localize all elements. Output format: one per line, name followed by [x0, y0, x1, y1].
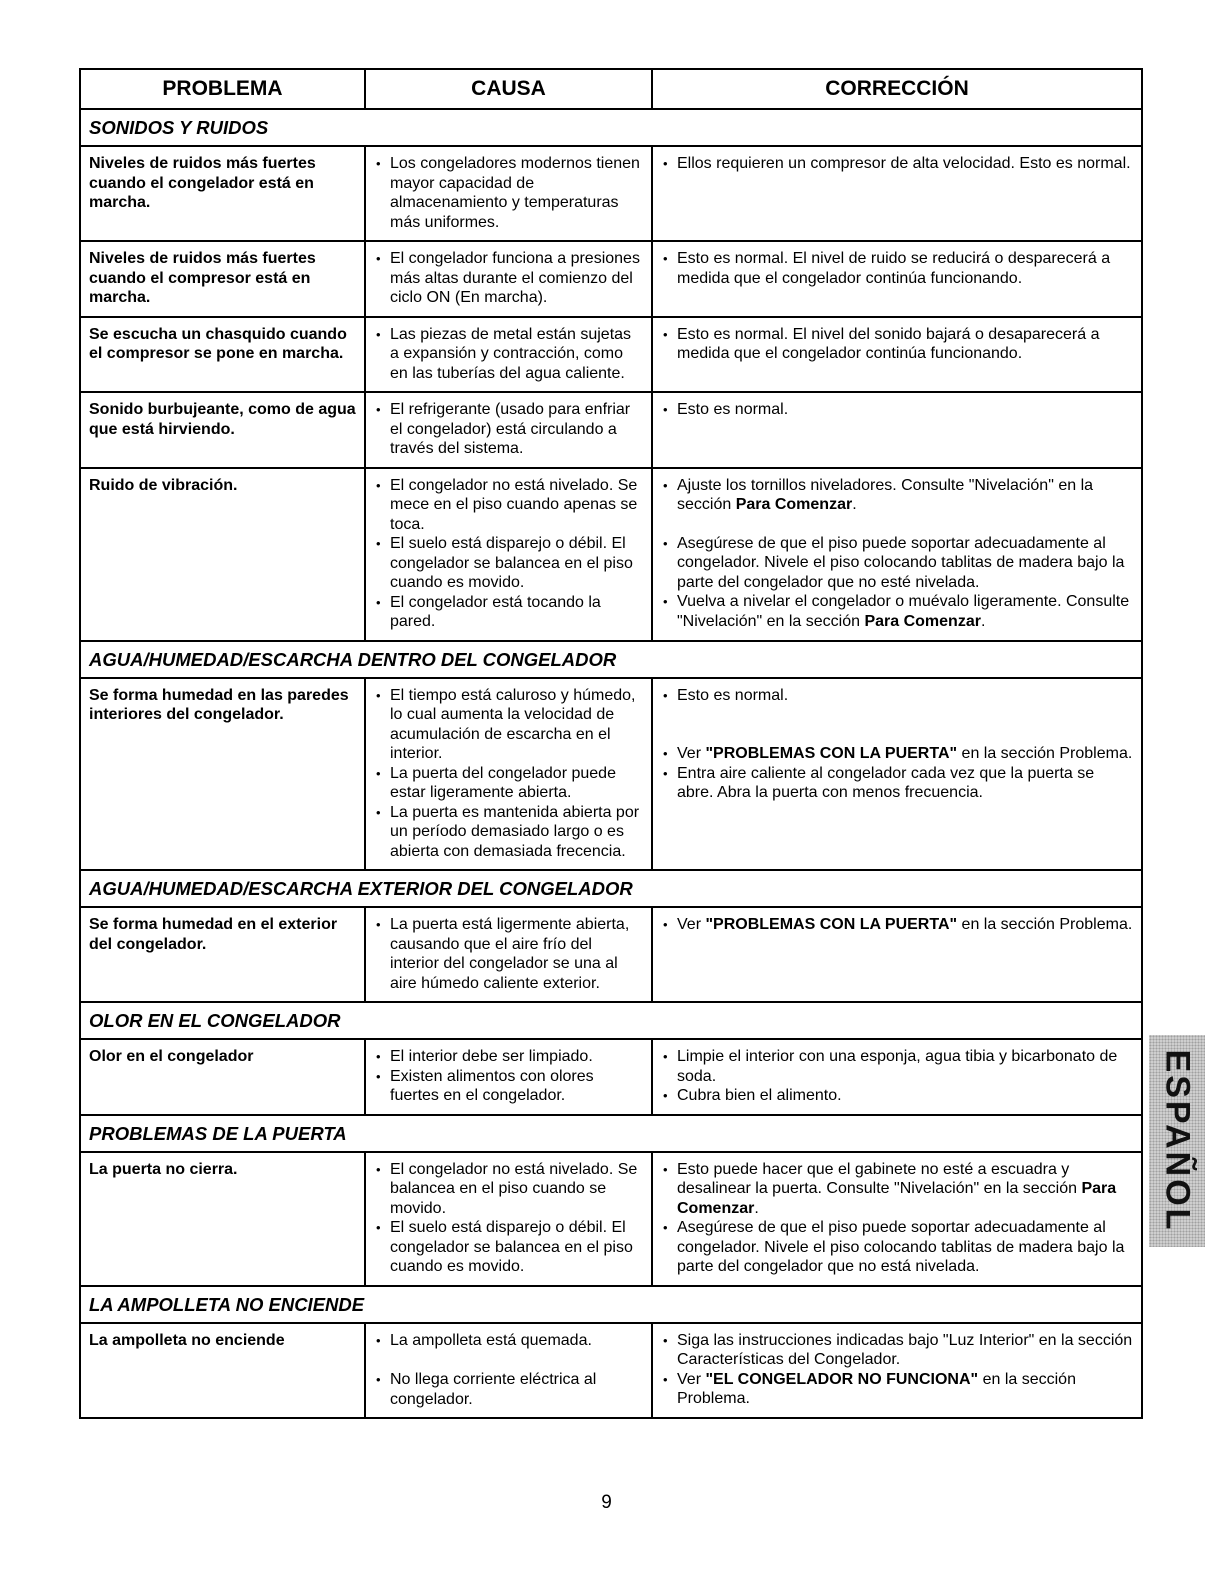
- correction-cell: [652, 317, 1142, 393]
- section-title: OLOR EN EL CONGELADOR: [80, 1002, 1142, 1039]
- cause-cell: [365, 678, 652, 871]
- correction-item: • Siga las instrucciones indicadas bajo "Luz Interior" en la sección Características del Congelador.: [661, 1331, 1133, 1370]
- page-number: 9: [601, 1492, 612, 1513]
- table-row: [80, 146, 1142, 241]
- cause-item: • La puerta del congelador puede estar ligeramente abierta.: [374, 764, 643, 803]
- cause-item: • El suelo está disparejo o débil. El congelador se balancea en el piso cuando es movido.: [374, 534, 643, 593]
- cause-cell: [365, 907, 652, 1002]
- cause-item: • El congelador no está nivelado. Se mece en el piso cuando apenas se toca.: [374, 476, 643, 535]
- header-correccion: CORRECCIÓN: [652, 69, 1142, 109]
- problem-cell: Ruido de vibración.: [80, 468, 365, 641]
- problem-cell: Niveles de ruidos más fuertes cuando el congelador está en marcha.: [80, 146, 365, 241]
- problem-cell: Se forma humedad en las paredes interiores del congelador.: [80, 678, 365, 871]
- cause-item: • No llega corriente eléctrica al congelador.: [374, 1370, 643, 1409]
- cause-item: • La ampolleta está quemada.: [374, 1331, 643, 1351]
- header-causa: CAUSA: [365, 69, 652, 109]
- correction-item: • Ver "EL CONGELADOR NO FUNCIONA" en la sección Problema.: [661, 1370, 1133, 1409]
- correction-item: • Cubra bien el alimento.: [661, 1086, 1133, 1106]
- cause-item: • Las piezas de metal están sujetas a expansión y contracción, como en las tuberías del agua caliente.: [374, 325, 643, 384]
- cause-cell: [365, 241, 652, 317]
- correction-item: • Vuelva a nivelar el congelador o muévalo ligeramente. Consulte "Nivelación" en la sección Para Comenzar.: [661, 592, 1133, 631]
- correction-cell: [652, 1152, 1142, 1286]
- cause-cell: [365, 1039, 652, 1115]
- table-row: [80, 1152, 1142, 1286]
- correction-item: • Entra aire caliente al congelador cada vez que la puerta se abre. Abra la puerta con menos frecuencia.: [661, 764, 1133, 803]
- correction-item: • Ajuste los tornillos niveladores. Consulte "Nivelación" en la sección Para Comenzar.: [661, 476, 1133, 515]
- problem-cell: Niveles de ruidos más fuertes cuando el compresor está en marcha.: [80, 241, 365, 317]
- correction-item: • Ver "PROBLEMAS CON LA PUERTA" en la sección Problema.: [661, 744, 1133, 764]
- correction-cell: [652, 1039, 1142, 1115]
- section-row: [80, 641, 1142, 678]
- problem-cell: Se escucha un chasquido cuando el compresor se pone en marcha.: [80, 317, 365, 393]
- cause-cell: [365, 1152, 652, 1286]
- cause-item: • El congelador está tocando la pared.: [374, 593, 643, 632]
- correction-cell: [652, 678, 1142, 871]
- cause-cell: [365, 1323, 652, 1419]
- section-title: SONIDOS Y RUIDOS: [80, 109, 1142, 146]
- table-row: [80, 241, 1142, 317]
- problem-cell: La puerta no cierra.: [80, 1152, 365, 1286]
- correction-item: • Ver "PROBLEMAS CON LA PUERTA" en la sección Problema.: [661, 915, 1133, 935]
- section-row: [80, 1286, 1142, 1323]
- cause-item: • El suelo está disparejo o débil. El congelador se balancea en el piso cuando es movido.: [374, 1218, 643, 1277]
- cause-item: • El congelador no está nivelado. Se balancea en el piso cuando se movido.: [374, 1160, 643, 1219]
- correction-item: • Asegúrese de que el piso puede soportar adecuadamente al congelador. Nivele el piso colocando tablitas de madera bajo la parte del congelador que no está nivelada.: [661, 1218, 1133, 1277]
- language-label: ESPAÑOL: [1158, 1049, 1197, 1233]
- correction-cell: [652, 392, 1142, 468]
- language-side-tab: [1149, 1035, 1205, 1247]
- correction-cell: [652, 146, 1142, 241]
- section-row: [80, 109, 1142, 146]
- problem-cell: La ampolleta no enciende: [80, 1323, 365, 1419]
- table-row: [80, 1039, 1142, 1115]
- cause-item: • Los congeladores modernos tienen mayor capacidad de almacenamiento y temperaturas más uniformes.: [374, 154, 643, 232]
- cause-item: • Existen alimentos con olores fuertes en el congelador.: [374, 1067, 643, 1106]
- cause-item: • El refrigerante (usado para enfriar el congelador) está circulando a través del sistema.: [374, 400, 643, 459]
- cause-cell: [365, 146, 652, 241]
- table-row: [80, 907, 1142, 1002]
- correction-item: • Esto es normal. El nivel de ruido se reducirá o desparecerá a medida que el congelador continúa funcionando.: [661, 249, 1133, 288]
- correction-cell: [652, 907, 1142, 1002]
- correction-cell: [652, 241, 1142, 317]
- cause-item: • El tiempo está caluroso y húmedo, lo cual aumenta la velocidad de acumulación de escarcha en el interior.: [374, 686, 643, 764]
- problem-cell: Olor en el congelador: [80, 1039, 365, 1115]
- section-title: AGUA/HUMEDAD/ESCARCHA DENTRO DEL CONGELADOR: [80, 641, 1142, 678]
- troubleshooting-table: [79, 68, 1143, 1419]
- section-title: LA AMPOLLETA NO ENCIENDE: [80, 1286, 1142, 1323]
- cause-cell: [365, 468, 652, 641]
- section-row: [80, 870, 1142, 907]
- cause-cell: [365, 392, 652, 468]
- cause-item: • El congelador funciona a presiones más altas durante el comienzo del ciclo ON (En marcha).: [374, 249, 643, 308]
- correction-item: • Esto es normal.: [661, 686, 1133, 706]
- table-row: [80, 317, 1142, 393]
- section-title: AGUA/HUMEDAD/ESCARCHA EXTERIOR DEL CONGELADOR: [80, 870, 1142, 907]
- table-row: [80, 392, 1142, 468]
- section-row: [80, 1002, 1142, 1039]
- cause-cell: [365, 317, 652, 393]
- problem-cell: Se forma humedad en el exterior del congelador.: [80, 907, 365, 1002]
- correction-item: • Esto es normal.: [661, 400, 1133, 420]
- section-title: PROBLEMAS DE LA PUERTA: [80, 1115, 1142, 1152]
- table-header-row: [80, 69, 1142, 109]
- header-problema: PROBLEMA: [80, 69, 365, 109]
- table-row: [80, 468, 1142, 641]
- correction-cell: [652, 1323, 1142, 1419]
- correction-item: • Asegúrese de que el piso puede soportar adecuadamente al congelador. Nivele el piso colocando tablitas de madera bajo la parte del congelador que no esté nivelada.: [661, 534, 1133, 593]
- correction-item: • Esto puede hacer que el gabinete no esté a escuadra y desalinear la puerta. Consulte "Nivelación" en la sección Para Comenzar.: [661, 1160, 1133, 1219]
- correction-item: • Ellos requieren un compresor de alta velocidad. Esto es normal.: [661, 154, 1133, 174]
- section-row: [80, 1115, 1142, 1152]
- problem-cell: Sonido burbujeante, como de agua que está hirviendo.: [80, 392, 365, 468]
- correction-item: • Esto es normal. El nivel del sonido bajará o desaparecerá a medida que el congelador continúa funcionando.: [661, 325, 1133, 364]
- table-row: [80, 1323, 1142, 1419]
- correction-item: • Limpie el interior con una esponja, agua tibia y bicarbonato de soda.: [661, 1047, 1133, 1086]
- cause-item: • La puerta es mantenida abierta por un período demasiado largo o es abierta con demasiada frecencia.: [374, 803, 643, 862]
- cause-item: • El interior debe ser limpiado.: [374, 1047, 643, 1067]
- cause-item: • La puerta está ligermente abierta, causando que el aire frío del interior del congelador se una al aire húmedo caliente exterior.: [374, 915, 643, 993]
- correction-cell: [652, 468, 1142, 641]
- table-row: [80, 678, 1142, 871]
